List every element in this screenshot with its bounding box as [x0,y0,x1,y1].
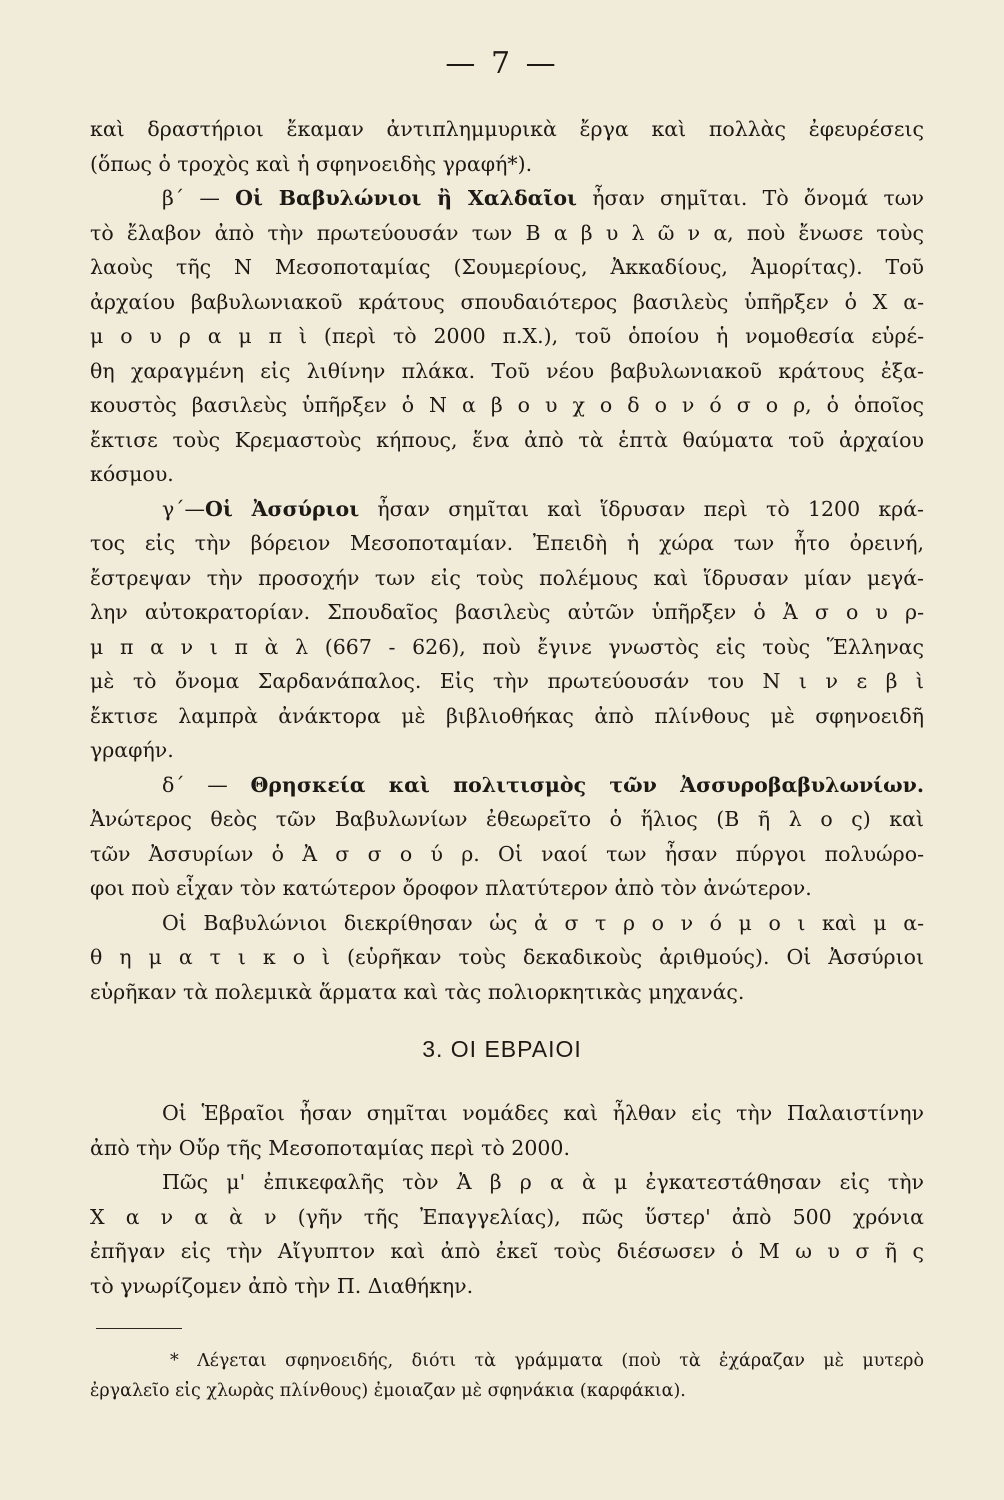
main-text [90,112,924,1009]
paragraph-gamma-first-line [90,492,924,527]
footnote-divider [96,1328,182,1329]
text-line: θ η μ α τ ι κ ο ὶ (εὑρῆκαν τοὺς δεκαδικοὺς ἀριθμούς). Οἱ Ἀσσύριοι [90,945,924,969]
text-line: Πῶς μ' ἐπικεφαλῆς τὸν Ἀ β ρ α ὰ μ ἐγκατεστάθησαν εἰς τὴν [162,1170,924,1194]
text-line: ἀπὸ τὴν Οὔρ τῆς Μεσοποταμίας περὶ τὸ 2000. [90,1135,570,1160]
text-segment: ἦσαν σημῖται. Τὸ ὄνομά των [592,186,924,210]
text-segment: ἦσαν σημῖται καὶ ἵδρυσαν περὶ τὸ 1200 κρά- [377,496,924,521]
text-line: ἔκτισε τοὺς Κρεμαστοὺς κήπους, ἕνα ἀπὸ τὰ ἑπτὰ θαύματα τοῦ ἀρχαίου [90,427,924,452]
text-line: λαοὺς τῆς Ν Μεσοποταμίας (Σουμερίους, Ἀκκαδίους, Ἀμορίτας). Τοῦ [90,255,924,279]
text-line: κόσμου. [90,462,174,486]
footnote-line: ἐργαλεῖο εἰς χλωρὰς πλίνθους) ἐμοιαζαν μὲ σφηνάκια (καρφάκια). [90,1381,686,1401]
paragraph-beta-first-line [90,181,924,216]
paragraph-label: γ΄— [162,496,206,521]
text-line: τῶν Ἀσσυρίων ὁ Ἀ σ σ ο ύ ρ. Οἱ ναοί των ἦσαν πύργοι πολυώρο- [90,841,924,866]
text-line: μ ο υ ρ α μ π ὶ (περὶ τὸ 2000 π.Χ.), τοῦ ὁποίου ἡ νομοθεσία εὑρέ- [90,324,924,348]
footnote [90,1346,924,1406]
text-line: κουστὸς βασιλεὺς ὑπῆρξεν ὁ Ν α β ο υ χ ο δ ο ν ό σ ο ρ, ὁ ὁποῖος [90,393,924,417]
text-line: τος εἰς τὴν βόρειον Μεσοποταμίαν. Ἐπειδὴ ἡ χώρα των ἦτο ὀρεινή, [90,531,924,555]
text-line: τὸ ἔλαβον ἀπὸ τὴν πρωτεύουσάν των Β α β υ λ ῶ ν α, ποὺ ἔνωσε τοὺς [90,220,924,245]
footnote-line: * Λέγεται σφηνοειδής, διότι τὰ γράμματα (ποὺ τὰ ἐχάραζαν μὲ μυτερὸ [170,1351,924,1371]
page-number: — 7 — [445,46,559,81]
text-line: ἔκτισε λαμπρὰ ἀνάκτορα μὲ βιβλιοθήκας ἀπὸ πλίνθους μὲ σφηνοειδῆ [90,703,924,728]
text-line: θη χαραγμένη εἰς λιθίνην πλάκα. Τοῦ νέου βαβυλωνιακοῦ κράτους ἐξα- [90,358,924,383]
text-line: καὶ δραστήριοι ἔκαμαν ἀντιπλημμυρικὰ ἔργα καὶ πολλὰς ἐφευρέσεις [90,117,924,141]
text-line: Ἀνώτερος θεὸς τῶν Βαβυλωνίων ἐθεωρεῖτο ὁ ἥλιος (Β ῆ λ ο ς) καὶ [90,807,924,831]
text-line: Χ α ν α ὰ ν (γῆν τῆς Ἐπαγγελίας), πῶς ὕστερ' ἀπὸ 500 χρόνια [90,1204,924,1229]
text-line: μὲ τὸ ὄνομα Σαρδανάπαλος. Εἰς τὴν πρωτεύουσάν του Ν ι ν ε β ὶ [90,669,924,693]
paragraph-title: Οἱ Βαβυλώνιοι ἢ Χαλδαῖοι [235,186,577,210]
section-heading: 3. ΟΙ ΕΒΡΑΙΟΙ [422,1036,582,1062]
text-line: (ὅπως ὁ τροχὸς καὶ ἡ σφηνοειδὴς γραφή*). [90,151,533,176]
paragraph-title: Θρησκεία καὶ πολιτισμὸς τῶν Ἀσσυροβαβυλωνίων. [250,772,924,797]
paragraph-delta-first-line [90,768,924,803]
paragraph-title: Οἱ Ἀσσύριοι [205,496,360,521]
text-line: ἀρχαίου βαβυλωνιακοῦ κράτους σπουδαιότερος βασιλεὺς ὑπῆρξεν ὁ Χ α- [90,289,924,314]
text-line: φοι ποὺ εἶχαν τὸν κατώτερον ὄροφον πλατύτερον ἀπὸ τὸν ἀνώτερον. [90,876,812,900]
text-line: εὑρῆκαν τὰ πολεμικὰ ἅρματα καὶ τὰς πολιορκητικὰς μηχανάς. [90,979,745,1004]
text-line: ἔστρεψαν τὴν προσοχήν των εἰς τοὺς πολέμους καὶ ἵδρυσαν μίαν μεγά- [90,565,924,590]
text-line: γραφήν. [90,738,174,762]
text-line: μ π α ν ι π ὰ λ (667 - 626), ποὺ ἔγινε γνωστὸς εἰς τοὺς Ἕλληνας [90,634,924,659]
section-text [90,1096,924,1303]
text-line: λην αὐτοκρατορίαν. Σπουδαῖος βασιλεὺς αὐτῶν ὑπῆρξεν ὁ Ἀ σ ο υ ρ- [90,600,924,624]
text-line: Οἱ Ἑβραῖοι ἦσαν σημῖται νομάδες καὶ ἦλθαν εἰς τὴν Παλαιστίνην [162,1101,924,1125]
paragraph-label: δ΄ — [162,772,228,797]
text-line: Οἱ Βαβυλώνιοι διεκρίθησαν ὡς ἀ σ τ ρ ο ν ό μ ο ι καὶ μ α- [162,910,924,935]
paragraph-label: β΄ — [162,186,220,210]
text-line: ἐπῆγαν εἰς τὴν Αἴγυπτον καὶ ἀπὸ ἐκεῖ τοὺς διέσωσεν ὁ Μ ω υ σ ῆ ς [90,1239,924,1263]
text-line: τὸ γνωρίζομεν ἀπὸ τὴν Π. Διαθήκην. [90,1273,474,1298]
